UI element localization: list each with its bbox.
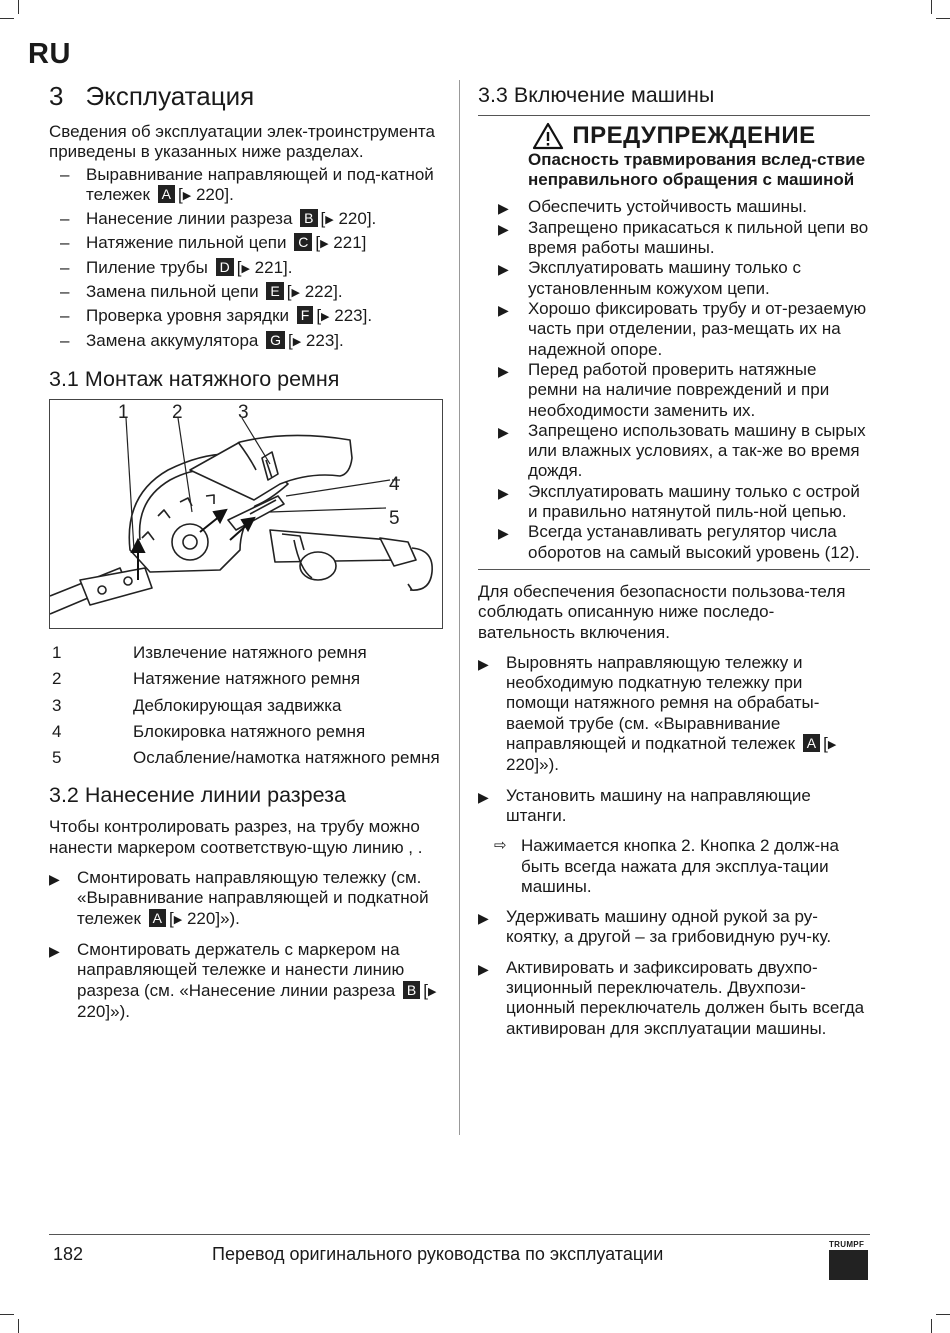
- step-bullet-icon: ▶: [498, 525, 509, 542]
- chapter-badge: A: [803, 734, 820, 752]
- warning-header: [478, 122, 870, 150]
- callout-4: 4: [389, 473, 400, 495]
- chapter-badge: E: [266, 282, 283, 300]
- step-bullet-icon: ▶: [498, 220, 509, 237]
- chapter-badge: B: [300, 209, 317, 227]
- callout-2: 2: [172, 401, 183, 423]
- section-3-intro: Сведения об эксплуатации элек-троинструмента приведены в указанных ниже разделах.: [49, 122, 435, 162]
- step-bullet-icon: ▶: [478, 960, 489, 977]
- column-divider: [459, 80, 460, 1135]
- warning-item: ▶ Обеспечить устойчивость машины.: [498, 197, 870, 218]
- warning-list: [498, 197, 870, 563]
- step-bullet-icon: ▶: [478, 655, 489, 672]
- brand-logo-block: [829, 1250, 868, 1280]
- chapter-badge: A: [158, 185, 175, 203]
- page-ref[interactable]: [▶ 223]: [287, 330, 340, 350]
- chapter-badge: G: [266, 331, 285, 349]
- footer-rule: [49, 1234, 870, 1235]
- section-3-heading: [49, 80, 444, 112]
- instruction-step: ▶ Удерживать машину одной рукой за ру-коятку, а другой – за грибовидную руч-ку.: [478, 907, 832, 947]
- instruction-step: ▶ Выровнять направляющую тележку и необходимую подкатную тележку при помощи натяжного ремня на обрабаты-ваемой трубе (см. «Выравнивание направляющей и подкатной тележек A [▶ 220]»).: [478, 652, 837, 775]
- page-ref[interactable]: [▶ 220]: [178, 184, 230, 204]
- list-item: – Проверка уровня зарядки F [▶ 223].: [60, 306, 373, 326]
- warning-item: ▶ Запрещено прикасаться к пильной цепи во время работы машины.: [498, 217, 869, 258]
- warning-triangle-icon: [532, 122, 564, 150]
- chapter-badge: A: [149, 909, 166, 927]
- step-bullet-icon: ▶: [498, 302, 509, 319]
- page-ref[interactable]: [▶ 221]: [315, 233, 367, 253]
- step-bullet-icon: ▶: [498, 362, 509, 379]
- page-number: 182: [53, 1244, 84, 1264]
- right-column: [478, 80, 870, 1049]
- warning-box: [478, 122, 870, 563]
- section-3-1-heading: 3.1 Монтаж натяжного ремня: [49, 366, 340, 391]
- chapter-badge: D: [216, 258, 234, 276]
- legend-row: 2 Натяжение натяжного ремня: [52, 669, 361, 689]
- warning-item: ▶ Всегда устанавливать регулятор числа оборотов на самый высокий уровень (12).: [498, 522, 860, 562]
- section-number: 3: [49, 81, 64, 111]
- page-ref[interactable]: [▶ 220]: [506, 734, 837, 775]
- machine-illustration: [50, 400, 442, 628]
- step-bullet-icon: ▶: [498, 261, 509, 278]
- page-ref[interactable]: [▶ 222]: [286, 282, 338, 302]
- section-3-3-heading: 3.3 Включение машины: [478, 83, 715, 107]
- step-bullet-icon: ▶: [478, 910, 489, 927]
- warning-title: ПРЕДУПРЕЖДЕНИЕ: [572, 122, 816, 149]
- section-3-list: [49, 165, 444, 352]
- list-item: – Пиление трубы D [▶ 221].: [60, 257, 293, 277]
- legend-row: 1 Извлечение натяжного ремня: [52, 642, 367, 662]
- callout-3: 3: [238, 401, 249, 423]
- list-item: – Замена аккумулятора G [▶ 223].: [60, 330, 344, 350]
- crop-mark: [18, 1319, 19, 1333]
- list-item: – Замена пильной цепи E [▶ 222].: [60, 282, 343, 302]
- section-3-2-heading: 3.2 Нанесение линии разреза: [49, 783, 346, 808]
- step-bullet-icon: ▶: [498, 199, 509, 216]
- result-note: ⇨ Нажимается кнопка 2. Кнопка 2 долж-на быть всегда нажата для эксплуа-тации машины.: [494, 836, 839, 896]
- warning-item: ▶ Перед работой проверить натяжные ремни на наличие повреждений и при необходимости заменить их.: [498, 359, 830, 420]
- page-ref[interactable]: [▶ 223]: [316, 306, 368, 326]
- warning-item: ▶ Эксплуатировать машину только с острой и правильно натянутой пиль-ной цепью.: [498, 481, 860, 522]
- figure-legend: [49, 643, 444, 768]
- step-bullet-icon: ▶: [498, 423, 509, 440]
- step-bullet-icon: ▶: [478, 788, 489, 805]
- chapter-badge: C: [294, 233, 312, 251]
- result-arrow-icon: ⇨: [494, 837, 507, 855]
- legend-row: 3 Деблокирующая задвижка: [52, 695, 342, 715]
- instruction-step: ▶ Смонтировать направляющую тележку (см. «Выравнивание направляющей и подкатной тележек A [▶ 220]»).: [49, 868, 444, 930]
- section-title: Эксплуатация: [85, 81, 255, 111]
- left-column: [49, 80, 444, 1032]
- crop-mark: [931, 1319, 932, 1333]
- instruction-step: ▶ Активировать и зафиксировать двухпо-зиционный переключатель. Двухпози-ционный переключатель должен быть всегда активирован для эксплуатации машины.: [478, 957, 865, 1038]
- warning-item: ▶ Эксплуатировать машину только с установленным кожухом цепи.: [498, 258, 801, 298]
- crop-mark: [0, 1314, 14, 1315]
- step-bullet-icon: ▶: [49, 942, 60, 959]
- legend-row: 5 Ослабление/намотка натяжного ремня: [52, 748, 440, 768]
- warning-top-rule: [478, 115, 870, 116]
- legend-row: 4 Блокировка натяжного ремня: [52, 721, 366, 741]
- step-bullet-icon: ▶: [498, 484, 509, 501]
- list-item: – Выравнивание направляющей и под-катной тележек A [▶ 220].: [60, 164, 434, 204]
- step-bullet-icon: ▶: [49, 871, 60, 888]
- crop-mark: [936, 18, 950, 19]
- callout-5: 5: [389, 507, 400, 529]
- warning-subtitle: Опасность травмирования вслед-ствие неправильного обращения с машиной: [528, 150, 866, 190]
- warning-item: ▶ Хорошо фиксировать трубу и от-резаемую часть при отделении, раз-мещать их на надежной опоре.: [498, 299, 867, 359]
- page-ref[interactable]: [▶ 220]: [77, 980, 437, 1021]
- warning-bottom-rule: [478, 569, 870, 570]
- warning-item: ▶ Запрещено использовать машину в сырых или влажных условиях, а так-же во время дождя.: [498, 420, 866, 481]
- footer-text: Перевод оригинального руководства по эксплуатации: [212, 1244, 664, 1264]
- page-ref[interactable]: [▶ 221]: [236, 257, 288, 277]
- crop-mark: [0, 18, 14, 19]
- list-item: – Нанесение линии разреза B [▶ 220].: [60, 209, 377, 229]
- language-code: RU: [28, 38, 71, 70]
- page-ref[interactable]: [▶ 220]: [320, 209, 372, 229]
- instruction-step: ▶ Установить машину на направляющие штанги.: [478, 785, 811, 825]
- list-item: – Натяжение пильной цепи C [▶ 221]: [60, 233, 367, 253]
- chapter-badge: F: [297, 306, 314, 324]
- section-3-2-intro: Чтобы контролировать разрез, на трубу можно нанести маркером соответствую-щую линию , .: [49, 817, 423, 857]
- crop-mark: [931, 0, 932, 14]
- instruction-step: ▶ Смонтировать держатель с маркером на направляющей тележке и нанести линию разреза (см. «Нанесение линии разреза B [▶ 220]»).: [49, 939, 437, 1021]
- crop-mark: [936, 1314, 950, 1315]
- page-ref[interactable]: [▶ 220]: [169, 908, 221, 928]
- chapter-badge: B: [403, 981, 420, 999]
- callout-1: 1: [118, 401, 129, 423]
- crop-mark: [18, 0, 19, 14]
- brand-logo-text: TRUMPF: [829, 1240, 865, 1249]
- section-3-3-intro: Для обеспечения безопасности пользова-теля соблюдать описанную ниже последо-вательность включения.: [478, 581, 846, 642]
- tension-belt-figure: [49, 399, 443, 629]
